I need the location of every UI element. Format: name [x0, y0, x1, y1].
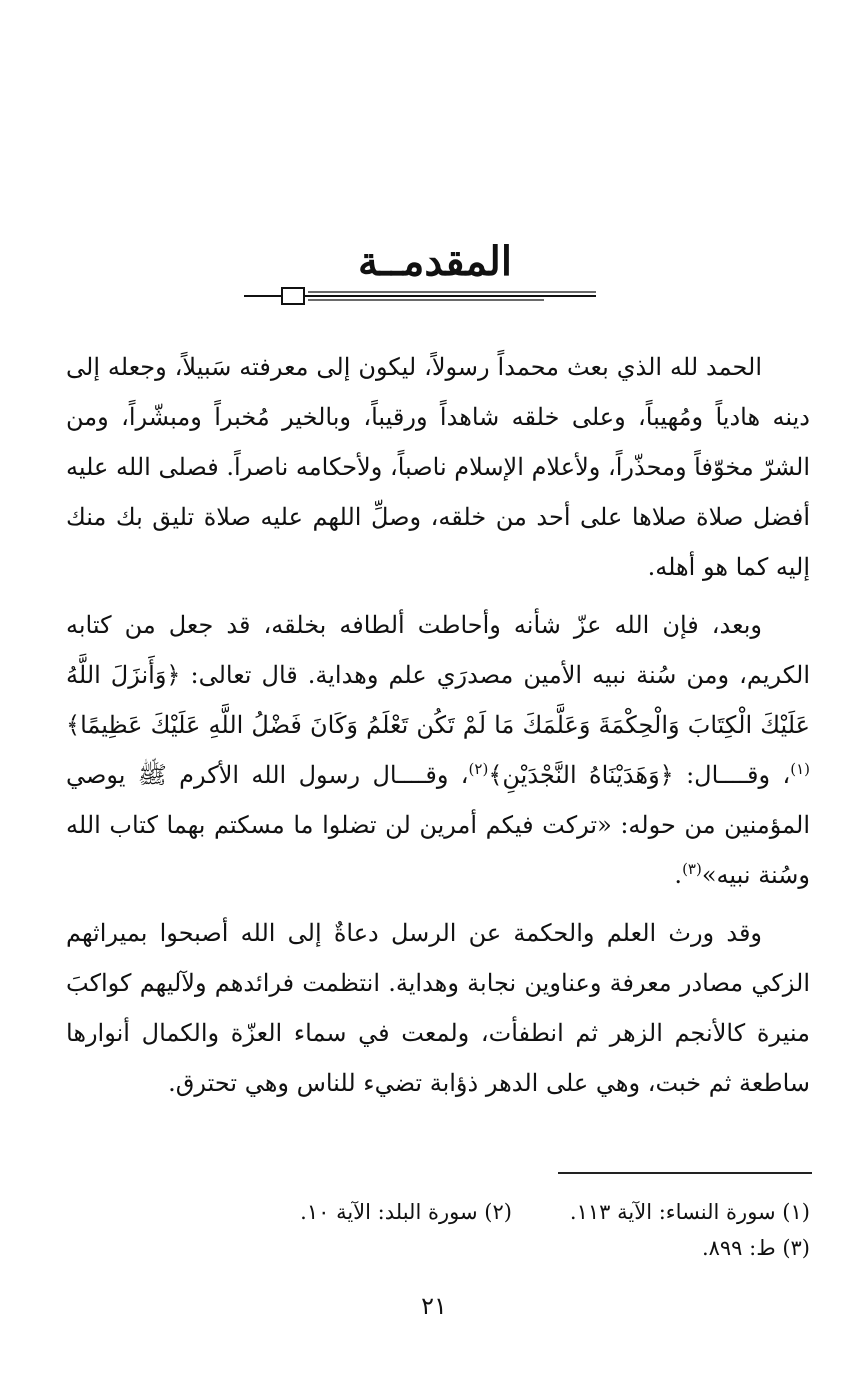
footnote-row [66, 1194, 810, 1230]
hadith-quote: ، وقــــال رسول الله الأكرم ﷺ يوصي المؤمنين من حوله: «تركت فيكم أمرين لن تضلوا ما مسكتم بهما كتاب الله وسُنة نبيه» [66, 761, 810, 889]
footnote-2: (٢) سورة البلد: الآية ١٠. [300, 1200, 512, 1224]
title-ornament [244, 284, 596, 308]
footnote-row [66, 1230, 810, 1266]
page-number: ٢١ [421, 1292, 447, 1320]
page-title: المقدمــة [358, 238, 512, 285]
footnote-ref-3[interactable]: (٣) [682, 860, 702, 878]
paragraph-2-mid: ، وقــــال: [673, 761, 791, 789]
quran-verse-1: ﴿وَأَنزَلَ اللَّهُ عَلَيْكَ الْكِتَابَ وَالْحِكْمَةَ وَعَلَّمَكَ مَا لَمْ تَكُن تَعْلَمُ وَكَانَ فَضْلُ اللَّهِ عَلَيْكَ عَظِيمًا﴾ [66, 661, 810, 739]
footnotes [66, 1194, 810, 1266]
footnote-3: (٣) ط: ٨٩٩. [701, 1236, 810, 1260]
paragraph-2-intro: وبعد، فإن الله عزّ شأنه وأحاطت ألطافه بخلقه، قد جعل من كتابه الكريم، ومن سُنة نبيه الأمين مصدرَي علم وهداية. قال تعالى: [66, 611, 810, 689]
paragraph-2-end: . [674, 861, 683, 889]
footnote-1: (١) سورة النساء: الآية ١١٣. [569, 1200, 810, 1224]
intro-paragraph-3: وقد ورث العلم والحكمة عن الرسل دعاةٌ إلى الله أصبحوا بميراثهم الزكي مصادر معرفة وعناوين نجابة وهداية. انتظمت فرائدهم ولآليهم كواكبَ منيرة كالأنجم الزهر ثم انطفأت، ولمعت في سماء العزّة والكمال أنوارها ساطعة ثم خبت، وهي على الدهر ذؤابة تضيء للناس وهي تحترق. [66, 919, 810, 1097]
quran-verse-2: ﴿وَهَدَيْنَاهُ النَّجْدَيْنِ﴾ [488, 761, 674, 789]
intro-paragraph-1: الحمد لله الذي بعث محمداً رسولاً، ليكون إلى معرفته سَبيلاً، وجعله إلى دينه هادياً ومُهيباً، وعلى خلقه شاهداً ورقيباً، وبالخير مُخبراً ومبشّراً، ومن الشرّ مخوّفاً ومحذّراً، ولأعلام الإسلام ناصباً، ولأحكامه ناصراً. فصلى الله عليه أفضل صلاة صلاها على أحد من خلقه، وصلِّ اللهم عليه صلاة تليق بك منك إليه كما هو أهله. [66, 353, 810, 581]
footnote-ref-1[interactable]: (١) [790, 760, 810, 778]
main-text [66, 342, 810, 1116]
footnote-divider [558, 1172, 812, 1174]
footnote-ref-2[interactable]: (٢) [468, 760, 489, 778]
intro-paragraph-2 [66, 600, 810, 900]
